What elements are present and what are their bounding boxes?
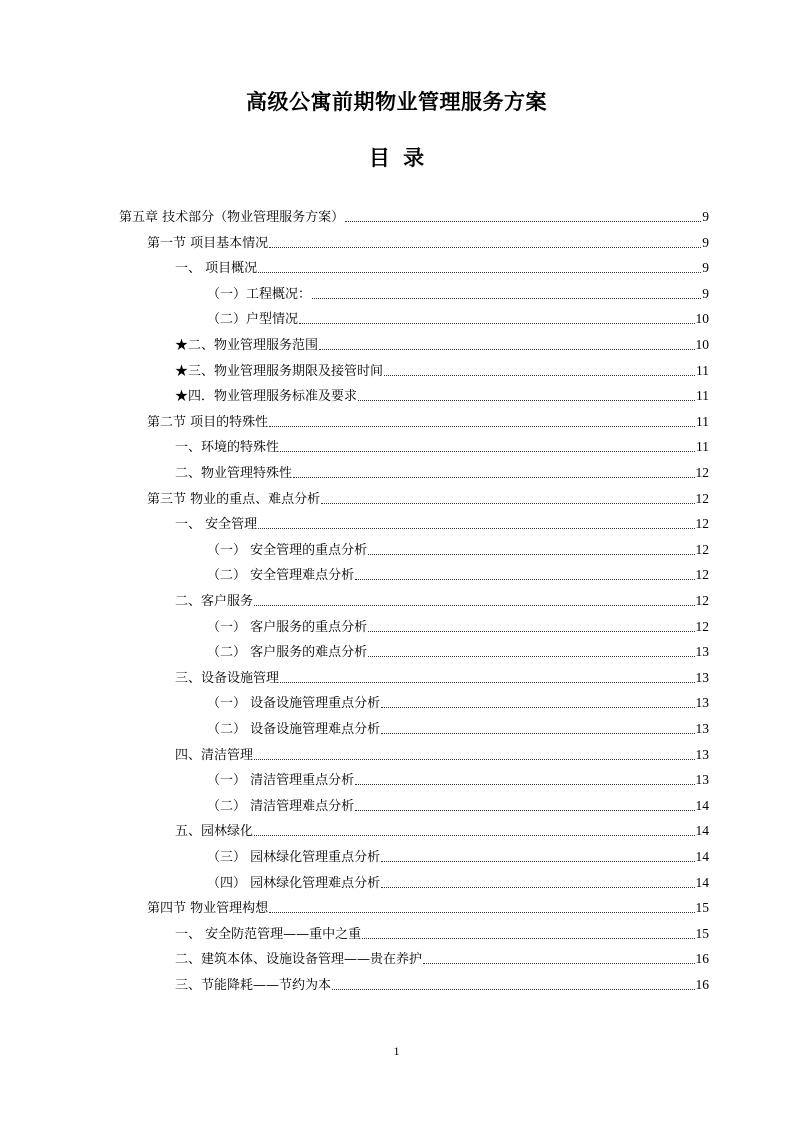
dot-leader (368, 540, 694, 555)
toc-entry-label: （一） 安全管理的重点分析 (207, 542, 368, 558)
dot-leader (368, 617, 694, 632)
toc-entry[interactable] (207, 565, 709, 585)
toc-entry-label: （二） 设备设施管理难点分析 (207, 722, 381, 737)
toc-entry-label: （二）户型情况 (207, 312, 299, 328)
toc-entry-page: 10 (695, 337, 709, 352)
dot-leader (258, 514, 694, 529)
toc-entry[interactable] (175, 591, 709, 611)
toc-entry-page: 12 (695, 593, 709, 608)
toc-entry-page: 13 (695, 721, 709, 736)
toc-entry[interactable] (175, 361, 709, 381)
toc-entry-label: 第三节 物业的重点、难点分析 (147, 491, 321, 507)
toc-entry-page: 13 (695, 772, 709, 788)
dot-leader (269, 898, 694, 913)
toc-entry-page: 9 (702, 285, 709, 301)
toc-entry-page: 13 (695, 644, 709, 660)
toc-entry-label: （一） 设备设施管理重点分析 (207, 696, 381, 712)
dot-leader (362, 924, 694, 939)
toc-entry-label: 二、建筑本体、设施设备管理——贵在养护 (175, 952, 423, 968)
dot-leader (423, 949, 694, 964)
toc-entry-label: （二） 清洁管理难点分析 (207, 798, 355, 814)
toc-entry-page: 11 (696, 388, 709, 404)
dot-leader (381, 693, 694, 708)
toc-entry-label: 二、客户服务 (175, 594, 254, 609)
toc-entry-label: （二） 客户服务的难点分析 (207, 645, 368, 661)
toc-entry[interactable] (207, 770, 709, 790)
dot-leader (384, 361, 695, 376)
toc-entry[interactable] (207, 719, 709, 739)
toc-entry[interactable] (175, 821, 709, 841)
toc-entry-page: 13 (695, 669, 709, 685)
toc-entry[interactable] (175, 386, 709, 406)
toc-entry-label: 五、园林绿化 (175, 824, 254, 840)
toc-entry-label: （四） 园林绿化管理难点分析 (207, 875, 381, 891)
dot-leader (381, 873, 694, 888)
toc-entry[interactable] (175, 463, 709, 483)
toc-entry[interactable] (207, 847, 709, 867)
toc-entry-page: 15 (695, 900, 709, 916)
toc-entry-label: （一） 清洁管理重点分析 (207, 773, 355, 789)
toc-entry-label: 一、 项目概况 (175, 261, 258, 277)
toc-entry-page: 12 (695, 541, 709, 557)
dot-leader (358, 386, 695, 401)
toc-entry-page: 13 (695, 746, 709, 762)
toc-entry[interactable] (175, 437, 709, 457)
toc-entry-label: 一、 安全防范管理——重中之重 (175, 926, 362, 942)
toc-entry-label: ★三、物业管理服务期限及接管时间 (175, 363, 384, 379)
toc-entry-page: 9 (702, 234, 709, 250)
toc-entry[interactable] (207, 642, 709, 662)
toc-entry-page: 14 (695, 823, 709, 839)
toc-entry-page: 11 (696, 413, 709, 429)
dot-leader (293, 463, 694, 478)
dot-leader (355, 796, 694, 811)
dot-leader (368, 642, 694, 657)
toc-entry[interactable] (175, 975, 709, 995)
toc-entry[interactable] (175, 335, 709, 355)
toc-entry-label: 四、清洁管理 (175, 747, 254, 763)
dot-leader (258, 258, 701, 273)
dot-leader (312, 284, 701, 299)
toc-entry-label: （一） 客户服务的重点分析 (207, 619, 368, 635)
dot-leader (280, 668, 694, 683)
toc-entry-page: 11 (696, 362, 709, 378)
page-number: 1 (393, 1044, 400, 1058)
dot-leader (321, 489, 694, 504)
toc-entry-page: 14 (695, 849, 709, 864)
toc-entry-page: 15 (695, 925, 709, 941)
dot-leader (381, 847, 694, 862)
dot-leader (332, 975, 694, 990)
toc-heading: 目 录 (368, 146, 425, 170)
toc-entry-label: 第一节 项目基本情况 (147, 235, 269, 251)
dot-leader (381, 719, 694, 734)
toc-entry-label: 一、环境的特殊性 (175, 440, 280, 456)
toc-entry-label: 第五章 技术部分（物业管理服务方案） (119, 210, 345, 225)
toc-entry[interactable] (175, 258, 709, 278)
toc-entry-page: 13 (695, 695, 709, 711)
dot-leader (345, 207, 701, 222)
toc-entry-page: 14 (695, 874, 709, 890)
dot-leader (269, 233, 701, 248)
toc-entry-page: 12 (695, 567, 709, 583)
dot-leader (299, 309, 694, 324)
dot-leader (254, 745, 694, 760)
toc-entry-label: （三） 园林绿化管理重点分析 (207, 850, 381, 865)
toc-entry[interactable] (207, 693, 709, 713)
toc-entry[interactable] (207, 309, 709, 329)
dot-leader (280, 437, 695, 452)
dot-leader (319, 335, 694, 350)
toc-entry-page: 9 (702, 209, 709, 224)
toc-entry[interactable] (175, 924, 709, 944)
toc-entry[interactable] (119, 207, 709, 227)
toc-entry-page: 16 (695, 951, 709, 967)
toc-entry-page: 14 (695, 797, 709, 813)
toc-entry-label: ★二、物业管理服务范围 (175, 338, 319, 353)
toc-entry-page: 12 (695, 465, 709, 480)
toc-entry[interactable] (175, 514, 709, 534)
document-title: 高级公寓前期物业管理服务方案 (246, 90, 547, 114)
toc-entry[interactable] (207, 617, 709, 637)
toc-entry-page: 9 (702, 260, 709, 276)
toc-entry-page: 16 (695, 977, 709, 992)
toc-entry-page: 10 (695, 311, 709, 327)
toc-entry[interactable] (207, 284, 709, 304)
toc-entry[interactable] (207, 796, 709, 816)
toc-entry[interactable] (147, 412, 709, 432)
toc-entry[interactable] (207, 540, 709, 560)
toc-entry[interactable] (147, 898, 709, 918)
dot-leader (355, 565, 694, 580)
toc-entry[interactable] (175, 668, 709, 688)
toc-entry-label: （一）工程概况： (207, 286, 312, 302)
toc-entry-label: ★四．物业管理服务标准及要求 (175, 389, 358, 405)
toc-entry-label: 第二节 项目的特殊性 (147, 414, 269, 430)
toc-entry-page: 12 (695, 490, 709, 506)
toc-entry[interactable] (147, 233, 709, 253)
toc-entry-page: 12 (695, 618, 709, 634)
dot-leader (254, 591, 694, 606)
dot-leader (355, 770, 694, 785)
toc-entry-page: 12 (695, 516, 709, 532)
toc-entry-label: （二） 安全管理难点分析 (207, 568, 355, 584)
toc-entry-label: 三、设备设施管理 (175, 670, 280, 686)
toc-entry-label: 二、物业管理特殊性 (175, 466, 293, 481)
toc-entry[interactable] (207, 873, 709, 893)
toc-entry-label: 一、 安全管理 (175, 517, 258, 533)
toc-entry-page: 11 (696, 439, 709, 455)
toc-entry[interactable] (175, 745, 709, 765)
dot-leader (254, 821, 694, 836)
toc-entry[interactable] (147, 489, 709, 509)
toc-entry-label: 三、节能降耗——节约为本 (175, 978, 332, 993)
toc-entry[interactable] (175, 949, 709, 969)
toc-entry-label: 第四节 物业管理构想 (147, 901, 269, 917)
dot-leader (269, 412, 695, 427)
